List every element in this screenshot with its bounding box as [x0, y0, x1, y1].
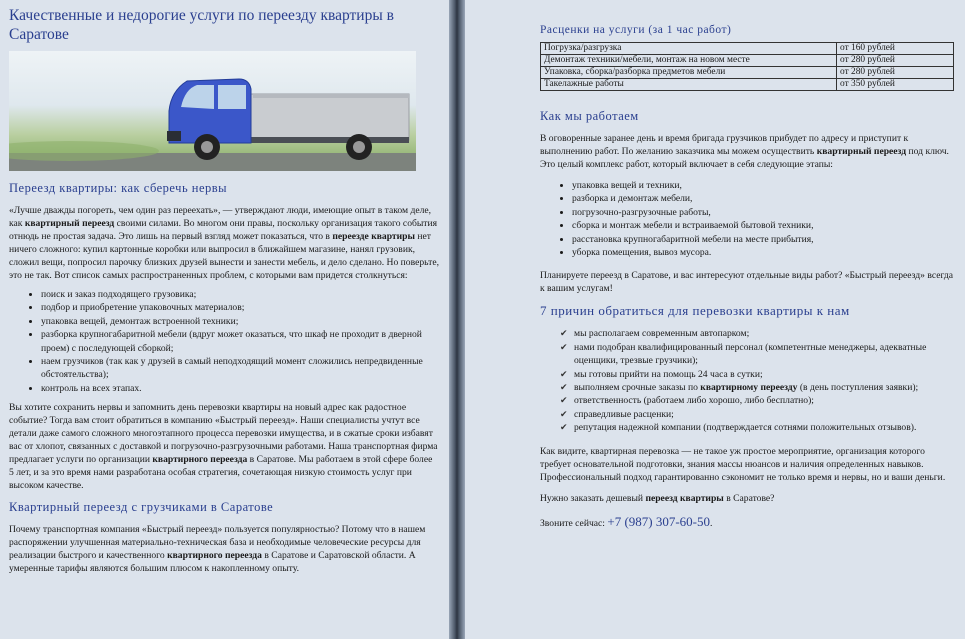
checkmark-icon: ✔: [560, 328, 568, 339]
list-item: • погрузочно-разгрузочные работы,: [572, 206, 955, 219]
page-gutter: [449, 0, 465, 639]
table-row: Погрузка/разгрузка от 160 рублей: [541, 43, 954, 55]
list-item: • расстановка крупногабаритной мебели на месте прибытия,: [572, 233, 955, 246]
table-row: Упаковка, сборка/разборка предметов мебели от 280 рублей: [541, 67, 954, 79]
list-item: ✔ мы располагаем современным автопарком;: [560, 328, 750, 340]
conclusion-paragraph: Как видите, квартирная перевозка — не такое уж простое мероприятие, организация которого требует основательной подготовки, знания массы нюансов и наличия определенных навыков. Профессиональный подход гарантированно сэкономит не только время и нервы, но и ваши деньги.: [540, 445, 946, 483]
table-row: Демонтаж техники/мебели, монтаж на новом месте от 280 рублей: [541, 55, 954, 67]
list-item: ✔ выполняем срочные заказы по квартирному переезду (в день поступления заявки);: [560, 382, 919, 394]
call-label: Звоните сейчас:: [540, 517, 608, 529]
popularity-paragraph: Почему транспортная компания «Быстрый переезд» пользуется популярностью? Потому что в нашем распоряжении улучшенная материально-техническая база и необходимые человеческие ресурсы для реализации быстрого и качественного квартирного переезда в Саратове и Саратовской области. А умеренные тарифы являются большим плюсом к накопленному опыту.: [9, 524, 426, 575]
list-item: • наем грузчиков (так как у друзей в самый неподходящий момент сложились непредвиденные обстоятельства);: [41, 355, 439, 382]
table-row: Такелажные работы от 350 рублей: [541, 79, 954, 91]
list-item: • разборка крупногабаритной мебели (вдруг может оказаться, что шкаф не проходит в дверной проем) с последующей сборкой;: [41, 328, 439, 355]
phone-number[interactable]: +7 (987) 307-60-50: [607, 513, 711, 529]
prices-heading: Расценки на услуги (за 1 час работ): [540, 24, 732, 36]
company-paragraph: Вы хотите сохранить нервы и запомнить день перевозки квартиры на новый адрес как радостное событие? Тогда вам стоит обратиться в компанию «Быстрый переезд». Наши специалисты учтут все детали даже самого сложного многоэтапного процесса перевозки имущества, и в сжатые сроки избавят вас от хлопот, связанных с доставкой и погрузочно-разгрузочными работами. Наша транспортная фирма предлагает услуги по организации квартирного переезда в Саратове. Мы работаем в этой сфере более 5 лет, и за это время нами разработана особая стратегия, сочетающая низкую стоимость услуг при высоком качестве.: [9, 402, 438, 492]
truck-illustration: [9, 51, 416, 171]
truck-image: [9, 51, 416, 171]
call-line: Звоните сейчас: +7 (987) 307-60-50.: [540, 513, 713, 529]
list-item: • упаковка вещей, демонтаж встроенной техники;: [41, 315, 439, 328]
checkmark-icon: ✔: [560, 422, 568, 433]
list-item: • разборка и демонтаж мебели,: [572, 192, 955, 205]
section-heading-loaders: Квартирный переезд с грузчиками в Саратове: [9, 500, 274, 515]
left-page: [0, 0, 449, 639]
checkmark-icon: ✔: [560, 382, 568, 393]
section-heading-nerves: Переезд квартиры: как сберечь нервы: [9, 181, 228, 195]
checkmark-icon: ✔: [560, 368, 568, 379]
prices-table: [540, 42, 954, 91]
list-item: ✔ мы готовы прийти на помощь 24 часа в сутки;: [560, 368, 763, 380]
page-title: Качественные и недорогие услуги по переезду квартиры в Саратове: [9, 7, 394, 43]
plan-paragraph: Планируете переезд в Саратове, и вас интересуют отдельные виды работ? «Быстрый переезд» всегда к вашим услугам!: [540, 270, 954, 295]
list-item: • поиск и заказ подходящего грузовика;: [41, 288, 439, 301]
right-page: [465, 0, 965, 639]
intro-paragraph: «Лучше дважды погореть, чем один раз переехать», — утверждают люди, имеющие опыт в таком деле, как квартирный переезд своими силами. Во многом они правы, поскольку организация такого события отнюдь не простая задача. Это лишь на первый взгляд может показаться, что в переезде квартиры нет ничего сложного: купил картонные коробки или выпросил в ближайшем магазине, нанял грузовик, сложил вещи, попросил парочку близких друзей вынести и занести мебель, и дело сделано. Но поверьте, это не так. Вот список самых распространенных проблем, с которыми вам придется столкнуться:: [9, 205, 439, 281]
list-item: • упаковка вещей и техники,: [572, 179, 955, 192]
stages-list: [540, 179, 955, 259]
checkmark-icon: ✔: [560, 395, 568, 406]
order-paragraph: Нужно заказать дешевый переезд квартиры в Саратове?: [540, 492, 775, 504]
list-item: • сборка и монтаж мебели и встраиваемой бытовой техники,: [572, 219, 955, 232]
list-item: • контроль на всех этапах.: [41, 382, 439, 395]
list-item: • подбор и приобретение упаковочных материалов;: [41, 301, 439, 314]
checkmark-icon: ✔: [560, 341, 568, 352]
list-item: ✔ справедливые расценки;: [560, 408, 674, 420]
checkmark-icon: ✔: [560, 408, 568, 419]
list-item: • уборка помещения, вывоз мусора.: [572, 246, 955, 259]
reasons-list: [540, 327, 955, 434]
list-item: ✔ репутация надежной компании (подтверждается сотнями положительных отзывов).: [560, 422, 917, 434]
reasons-heading: 7 причин обратиться для перевозки квартиры к нам: [540, 303, 850, 319]
problems-list: [9, 288, 439, 395]
list-item: ✔ ответственность (работаем либо хорошо, либо бесплатно);: [560, 395, 814, 407]
how-we-work-heading: Как мы работаем: [540, 109, 639, 123]
how-we-work-paragraph: В оговоренные заранее день и время бригада грузчиков прибудет по адресу и приступит к выполнению работ. По желанию заказчика мы можем осуществить квартирный переезд под ключ. Это целый комплекс работ, который включает в себя следующие этапы:: [540, 133, 949, 170]
list-item: ✔ нами подобран квалифицированный персонал (компетентные менеджеры, адекватные оценщики, трезвые грузчики);: [560, 341, 927, 367]
